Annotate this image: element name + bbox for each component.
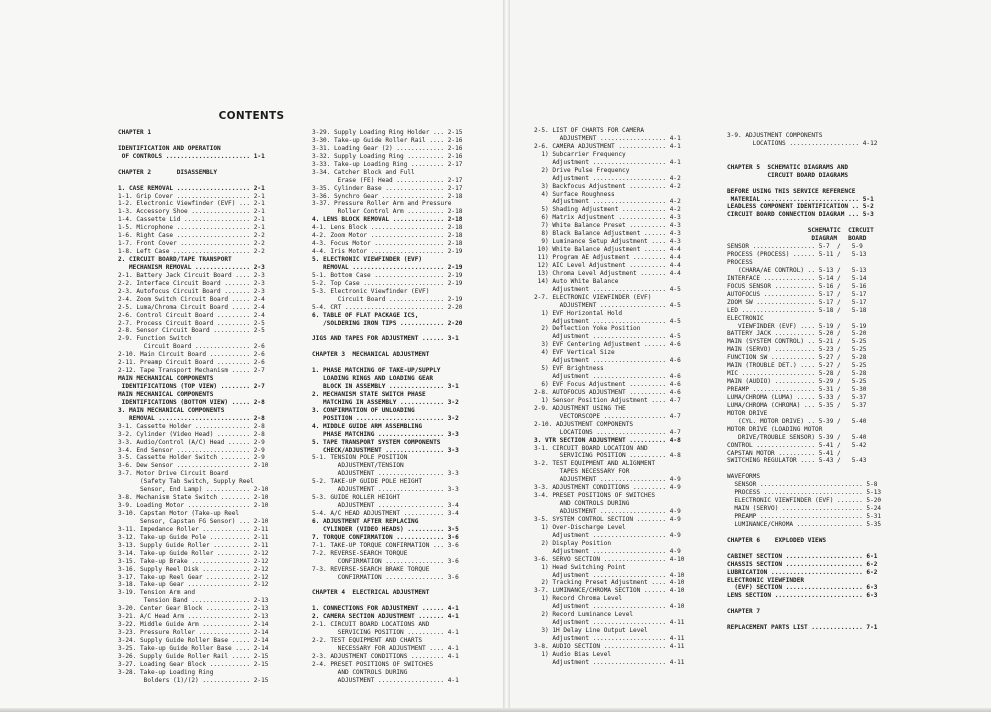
spacer: [312, 359, 462, 367]
toc-column-3: [534, 127, 684, 667]
toc-entry: ELECTRONIC VIEWFINDER (EVF) ....... 5-20: [727, 497, 882, 505]
toc-entry: SENSOR ............................ 5-8: [727, 481, 878, 489]
toc-entry: Erase (FE) Head ............. 2-17: [312, 176, 463, 184]
toc-entry: PROCESS (PROCESS) ...... 5-11 / 5-13: [727, 251, 867, 259]
toc-entry: Adjustment .................... 4-9: [534, 531, 681, 539]
toc-entry: 3-1. CIRCUIT BOARD LOCATION AND: [534, 444, 648, 452]
toc-entry: 2-8. AUTOFOCUS ADJUSTMENT .......... 4-6: [534, 388, 681, 396]
toc-heading: CYLINDER (VIDEO HEADS) .......... 3-5: [312, 525, 459, 533]
toc-entry: 14) Auto White Balance: [534, 277, 619, 285]
toc-heading: MATERIAL .......................... 5-1: [727, 195, 874, 203]
toc-heading: MAIN MECHANICAL COMPONENTS: [118, 390, 214, 398]
toc-entry: 1-7. Front Cover ................... 2-2: [118, 240, 265, 248]
toc-heading: IDENTIFICATION AND OPERATION: [118, 144, 221, 152]
toc-entry: SERVICING POSITION .......... 4-8: [534, 452, 681, 460]
toc-entry: 2-7. ELECTRONIC VIEWFINDER (EVF): [534, 293, 652, 301]
toc-entry: 2) Tracking Preset Adjustment .... 4-10: [534, 579, 685, 587]
toc-entry: 3-4. End Sensor .................... 2-9: [118, 446, 265, 454]
toc-entry: 3-2. Cylinder (Video Head) ......... 2-8: [118, 430, 265, 438]
toc-entry: ADJUSTMENT .................. 4-5: [534, 301, 681, 309]
toc-entry: 3-5. SYSTEM CONTROL SECTION ........ 4-9: [534, 515, 681, 523]
toc-entry: 3-25. Take-up Guide Roller Base .... 2-14: [118, 644, 269, 652]
toc-heading: CIRCUIT BOARD CONNECTION DIAGRAM ... 5-3: [727, 211, 874, 219]
toc-entry: AUTOFOCUS .............. 5-17 / 5-17: [727, 290, 867, 298]
toc-heading: CHAPTER 3 MECHANICAL ADJUSTMENT: [312, 351, 430, 359]
toc-entry: 3-29. Supply Loading Ring Holder ... 2-15: [312, 129, 463, 136]
spacer: [312, 581, 462, 589]
toc-heading: IDENTIFICATIONS (BOTTOM VIEW) ..... 2-8: [118, 398, 265, 406]
toc-heading: CHAPTER 5 SCHEMATIC DIAGRAMS AND: [727, 163, 849, 171]
toc-entry: 2-4. Zoom Switch Circuit Board ..... 2-4: [118, 295, 265, 303]
toc-heading: 1. CASE REMOVAL .................... 2-1: [118, 184, 265, 192]
toc-heading: 1. PHASE MATCHING OF TAKE-UP/SUPPLY: [312, 367, 441, 375]
toc-heading: 1. CONNECTIONS FOR ADJUSTMENT ...... 4-1: [312, 605, 459, 613]
toc-entry: 7-3. REVERSE-SEARCH BRAKE TORQUE: [312, 565, 430, 573]
toc-entry: 6) Matrix Adjustment ............. 4-3: [534, 214, 681, 222]
toc-heading: 5. TAPE TRANSPORT SYSTEM COMPONENTS: [312, 438, 441, 446]
toc-heading: CHASSIS SECTION ..................... 6-2: [727, 560, 878, 568]
toc-entry: MAIN (TROUBLE DET.) .... 5-27 / 5-25: [727, 362, 867, 370]
toc-heading: 4. LENS BLOCK REMOVAL .............. 2-18: [312, 216, 463, 224]
toc-entry: LUMINANCE/CHROMA .................. 5-35: [727, 520, 882, 528]
toc-entry: 2-2. TEST EQUIPMENT AND CHARTS: [312, 637, 423, 644]
spacer: [727, 616, 881, 624]
toc-entry: 7) White Balance Preset .......... 4-3: [534, 222, 681, 230]
toc-entry: SENSOR ................. 5-7 / 5-9: [727, 243, 863, 251]
toc-entry: 2-2. Interface Circuit Board ....... 2-3: [118, 279, 265, 287]
spacer: [727, 529, 881, 537]
toc-entry: 1-8. Left Case ..................... 2-2: [118, 248, 265, 256]
toc-entry: ADJUSTMENT .................. 4-9: [534, 476, 681, 484]
toc-entry: 1-5. Microphone .................... 2-1: [118, 224, 265, 232]
toc-heading: 6. ADJUSTMENT AFTER REPLACING: [312, 517, 419, 525]
toc-entry: 3-8. AUDIO SECTION ................. 4-11: [534, 642, 685, 650]
toc-entry: ADJUSTMENT/TENSION: [312, 462, 404, 470]
toc-entry: Sensor, End Lamp) ............ 2-10: [118, 486, 269, 494]
toc-heading: 4. MIDDLE GUIDE ARM ASSEMBLING: [312, 422, 423, 430]
toc-entry: 3-3. ADJUSTMENT CONDITIONS ......... 4-9: [534, 484, 681, 492]
toc-entry: 3-8. Mechanism State Switch ........ 2-10: [118, 494, 269, 502]
toc-heading: CHAPTER 1: [118, 129, 152, 136]
toc-entry: 2-10. Main Circuit Board ........... 2-6: [118, 351, 265, 359]
toc-entry: 3-4. PRESET POSITIONS OF SWITCHES: [534, 492, 656, 500]
toc-heading: SCHEMATIC CIRCUIT: [727, 227, 874, 235]
toc-entry: 2) Drive Pulse Frequency: [534, 166, 630, 174]
spacer: [312, 597, 462, 605]
toc-entry: CONTROL ................ 5-41 / 5-42: [727, 441, 867, 449]
toc-heading: CHAPTER 4 ELECTRICAL ADJUSTMENT: [312, 589, 430, 597]
toc-entry: PROCESS: [727, 259, 753, 266]
toc-heading: LOADING RINGS AND LOADING GEAR: [312, 375, 434, 383]
toc-entry: 3-2. TEST EQUIPMENT AND ALIGNMENT: [534, 460, 656, 468]
toc-entry: 3-6. Dew Sensor .................... 2-10: [118, 462, 269, 470]
toc-entry: Bolders (1)/(2) ............. 2-15: [118, 676, 269, 684]
toc-heading: LUBRICATION ......................... 6-2: [727, 568, 878, 576]
toc-entry: 3-9. ADJUSTMENT COMPONENTS: [727, 132, 823, 139]
toc-entry: 3-3. Audio/Control (A/C) Head ...... 2-9: [118, 438, 265, 446]
toc-entry: 8) Black Balance Adjustment ...... 4-3: [534, 230, 681, 238]
toc-entry: INTERFACE .............. 5-14 / 5-14: [727, 274, 867, 282]
spacer: [727, 600, 881, 608]
spacer: [118, 161, 268, 169]
toc-entry: 3-26. Supply Guide Roller Rail ..... 2-15: [118, 652, 269, 660]
toc-entry: (CYL. MOTOR DRIVE) .. 5-39 / 5-40: [727, 417, 867, 425]
toc-entry: 5-3. GUIDE ROLLER HEIGHT: [312, 494, 401, 502]
toc-entry: 5-4. CRT ........................... 2-20: [312, 303, 463, 311]
toc-entry: Adjustment .................... 4-2: [534, 174, 681, 182]
toc-heading: PHASE MATCHING .................. 3-3: [312, 430, 459, 438]
toc-entry: 5-3. Electronic Viewfinder (EVF): [312, 287, 430, 295]
toc-heading: REMOVAL ......................... 2-8: [118, 414, 265, 422]
toc-entry: 3) Backfocus Adjustment .......... 4-2: [534, 182, 681, 190]
toc-entry: LOCATIONS ................... 4-12: [727, 139, 878, 147]
toc-heading: ELECTRONIC VIEWFINDER: [727, 576, 805, 584]
toc-entry: MAIN (AUDIO) ........... 5-29 / 5-25: [727, 378, 867, 386]
toc-entry: 10) White Balance Adjustment ...... 4-4: [534, 246, 681, 254]
toc-entry: Adjustment .................... 4-6: [534, 373, 681, 381]
toc-entry: ADJUSTMENT .................. 3-4: [312, 502, 459, 510]
toc-entry: 1-2. Electronic Viewfinder (EVF) ... 2-1: [118, 200, 265, 208]
toc-entry: 3) 1H Delay Line Output Level: [534, 627, 648, 635]
toc-heading: REMOVAL ......................... 2-19: [312, 263, 463, 271]
toc-entry: Adjustment .................... 4-10: [534, 571, 685, 579]
toc-entry: VIEWFINDER (EVF) .... 5-19 / 5-19: [727, 322, 867, 330]
toc-entry: LOCATIONS ................... 4-7: [534, 428, 681, 436]
toc-entry: SERVICING POSITION .......... 4-1: [312, 629, 459, 637]
toc-entry: FUNCTION SW ............ 5-27 / 5-28: [727, 354, 867, 362]
toc-entry: 3-35. Cylinder Base ................ 2-17: [312, 184, 463, 192]
spacer: [727, 148, 881, 156]
toc-heading: IDENTIFICATIONS (TOP VIEW) ........ 2-7: [118, 383, 265, 390]
toc-entry: 1) Audio Bias Level: [534, 650, 612, 658]
toc-entry: 2-10. ADJUSTMENT COMPONENTS: [534, 420, 634, 428]
toc-heading: CABINET SECTION ..................... 6-1: [727, 552, 878, 560]
toc-entry: Adjustment .................... 4-1: [534, 158, 681, 166]
toc-entry: 1) Record Chroma Level: [534, 595, 623, 603]
toc-entry: 3-23. Pressure Roller .............. 2-14: [118, 629, 269, 637]
toc-column-2: [312, 129, 462, 685]
toc-entry: 1) Head Switching Point: [534, 563, 626, 571]
toc-entry: 2-3. Autofocus Circuit Board ....... 2-3: [118, 287, 265, 295]
toc-entry: (CHARA/AE CONTROL) .. 5-13 / 5-13: [727, 266, 867, 274]
toc-entry: 3-16. Supply Reel Disk ............. 2-12: [118, 565, 269, 573]
toc-entry: 11) Program AE Adjustment ......... 4-4: [534, 254, 681, 261]
toc-entry: 2-5. Luma/Chroma Circuit Board ..... 2-4: [118, 303, 265, 311]
right-page: [510, 0, 991, 712]
toc-entry: AND CONTROLS DURING: [312, 668, 408, 676]
spacer: [727, 465, 881, 473]
toc-entry: FOCUS SENSOR ........... 5-16 / 5-16: [727, 282, 867, 290]
toc-entry: 1-4. Cassette Lid .................. 2-1: [118, 216, 265, 224]
toc-heading: 3. MAIN MECHANICAL COMPONENTS: [118, 406, 225, 414]
toc-entry: 7-1. TAKE-UP TORQUE CONFIRMATION ... 3-6: [312, 541, 459, 549]
toc-entry: 3-7. LUMINANCE/CHROMA SECTION ...... 4-10: [534, 587, 685, 595]
toc-entry: 3-17. Take-up Reel Gear ............ 2-12: [118, 573, 269, 581]
toc-entry: Circuit Board ............... 2-19: [312, 295, 463, 303]
toc-entry: ADJUSTMENT .................. 3-3: [312, 470, 459, 478]
toc-entry: 5-1. TENSION POLE POSITION: [312, 454, 408, 462]
toc-entry: 3-1. Cassette Holder ............... 2-8: [118, 422, 265, 430]
toc-entry: BATTERY JACK ........... 5-20 / 5-20: [727, 330, 867, 338]
toc-entry: 3-6. SERVO SECTION ................. 4-10: [534, 555, 685, 563]
toc-entry: 1) Sensor Position Adjustment .... 4-7: [534, 396, 681, 404]
toc-heading: BEFORE USING THIS SERVICE REFERENCE: [727, 187, 856, 195]
toc-entry: 5) Shading Adjustment ............ 4-2: [534, 206, 681, 214]
toc-entry: MAIN (SERVO) ........... 5-23 / 5-25: [727, 346, 867, 354]
toc-entry: 3-33. Take-up Loading Ring ......... 2-17: [312, 160, 463, 168]
spacer: [118, 137, 268, 145]
toc-heading: MATCHING IN ASSEMBLY ............ 3-2: [312, 398, 459, 406]
spacer: [727, 219, 881, 227]
toc-entry: 2-9. ADJUSTMENT USING THE: [534, 404, 626, 412]
toc-entry: PREAMP ............................ 5-31: [727, 513, 882, 520]
toc-heading: 5. ELECTRONIC VIEWFINDER (EVF): [312, 256, 423, 263]
toc-entry: SWITCHING REGULATOR .... 5-43 / 5-43: [727, 457, 867, 465]
toc-entry: ADJUSTMENT .................. 4-1: [534, 134, 681, 142]
toc-entry: 2-11. Preamp Circuit Board ......... 2-6: [118, 359, 265, 367]
toc-entry: ELECTRONIC: [727, 314, 764, 322]
toc-entry: 3-7. Motor Drive Circuit Board: [118, 470, 229, 478]
toc-entry: ADJUSTMENT .................. 3-3: [312, 486, 459, 494]
toc-entry: MOTOR DRIVE (LOADING MOTOR: [727, 425, 823, 433]
toc-entry: Adjustment .................... 4-11: [534, 658, 685, 666]
toc-entry: MAIN (SERVO) ...................... 5-24: [727, 505, 882, 513]
toc-entry: Adjustment .................... 4-11: [534, 635, 685, 642]
toc-entry: Circuit Board ............... 2-6: [118, 343, 265, 351]
toc-entry: VECTORSCOPE ................. 4-7: [534, 412, 681, 420]
toc-entry: Adjustment .................... 4-6: [534, 357, 681, 365]
spacer: [727, 180, 881, 188]
toc-entry: 2-1. CIRCUIT BOARD LOCATIONS AND: [312, 621, 430, 629]
toc-heading: REPLACEMENT PARTS LIST .............. 7-1: [727, 624, 878, 632]
toc-entry: 2-12. Tape Transport Mechanism ..... 2-7: [118, 367, 265, 375]
toc-entry: 5-2. Top Case ...................... 2-19: [312, 279, 463, 287]
toc-entry: ADJUSTMENT .................. 4-1: [312, 676, 459, 684]
toc-heading: CHAPTER 2 DISASSEMBLY: [118, 168, 218, 176]
toc-column-4: [727, 132, 881, 632]
toc-entry: 4-3. Focus Motor ................... 2-18: [312, 240, 463, 248]
toc-entry: CAPSTAN MOTOR .......... 5-41 /: [727, 449, 841, 457]
toc-entry: NECESSARY FOR ADJUSTMENT .... 4-1: [312, 644, 459, 652]
toc-entry: 3) EVF Centering Adjustment ...... 4-6: [534, 341, 681, 349]
toc-entry: Adjustment .................... 4-11: [534, 619, 685, 627]
toc-entry: 2-6. Control Circuit Board ......... 2-4: [118, 311, 265, 319]
toc-entry: (Safety Tab Switch, Supply Reel: [118, 478, 254, 486]
toc-entry: CONFIRMATION ................ 3-6: [312, 557, 459, 565]
toc-entry: 3-37. Pressure Roller Arm and Pressure: [312, 200, 452, 208]
toc-entry: 4) EVF Vertical Size: [534, 349, 615, 357]
toc-entry: 1) Over-Discharge Level: [534, 523, 626, 531]
toc-heading: 2. MECHANISM STATE SWITCH PHASE: [312, 390, 426, 398]
toc-entry: Sensor, Capstan FG Sensor) ... 2-10: [118, 517, 269, 525]
toc-entry: 7-2. REVERSE-SEARCH TORQUE: [312, 549, 408, 557]
page-bottom-edge: [0, 708, 991, 712]
toc-entry: 2) Deflection Yoke Position: [534, 325, 641, 333]
toc-entry: MAIN (SYSTEM CONTROL) .. 5-21 / 5-25: [727, 338, 867, 346]
toc-entry: MIC .................... 5-28 / 5-28: [727, 370, 867, 378]
toc-heading: MECHANISM REMOVAL ............... 2-3: [118, 263, 265, 271]
toc-heading: BLOCK IN ASSEMBLY ............... 3-1: [312, 383, 459, 390]
toc-entry: AND CONTROLS DURING: [534, 500, 630, 508]
toc-entry: Adjustment .................... 4-9: [534, 547, 681, 555]
toc-entry: 4-1. Lens Block .................... 2-18: [312, 224, 463, 232]
toc-entry: 2) Record Luminance Level: [534, 611, 634, 619]
toc-entry: 2-1. Battery Jack Circuit Board .... 2-3: [118, 271, 265, 279]
toc-entry: Roller Control Arm .......... 2-18: [312, 208, 463, 216]
toc-entry: 5) EVF Brightness: [534, 365, 604, 373]
toc-entry: 3-28. Take-up Loading Ring: [118, 668, 214, 676]
toc-heading: LENS SECTION ........................ 6-3: [727, 592, 878, 600]
toc-entry: 3-11. Impedance Roller ............. 2-11: [118, 525, 269, 533]
toc-entry: 9) Luminance Setup Adjustment .... 4-3: [534, 238, 681, 246]
toc-entry: CONFIRMATION ................ 3-6: [312, 573, 459, 581]
toc-entry: 1-6. Right Case .................... 2-2: [118, 232, 265, 240]
toc-entry: 3-12. Take-up Guide Pole ........... 2-11: [118, 533, 269, 541]
toc-entry: 2-5. LIST OF CHARTS FOR CAMERA: [534, 127, 645, 134]
toc-entry: 12) AIC Level Adjustment .......... 4-4: [534, 261, 681, 269]
toc-entry: 3-20. Center Gear Block ............ 2-13: [118, 605, 269, 613]
spacer: [312, 343, 462, 351]
toc-entry: 1-3. Accessory Shoe ................ 2-1: [118, 208, 265, 216]
toc-entry: 2-9. Function Switch: [118, 335, 192, 343]
toc-heading: OF CONTROLS ....................... 1-1: [118, 152, 265, 160]
toc-entry: 3-15. Take-up Brake ................ 2-12: [118, 557, 269, 565]
toc-entry: Adjustment .................... 4-5: [534, 285, 681, 293]
toc-heading: CIRCUIT BOARD DIAGRAMS: [727, 171, 849, 179]
toc-entry: 3-21. A/C Head Arm ................. 2-13: [118, 613, 269, 621]
toc-entry: 3-24. Supply Guide Roller Base ..... 2-14: [118, 637, 269, 644]
toc-entry: 5-1. Bottom Case ................... 2-19: [312, 271, 463, 279]
toc-heading: JIGS AND TAPES FOR ADJUSTMENT ...... 3-1: [312, 335, 459, 343]
toc-heading: /SOLDERING IRON TIPS ............ 2-20: [312, 319, 463, 327]
toc-heading: (EVF) SECTION ..................... 6-3: [727, 584, 878, 592]
toc-heading: 6. TABLE OF FLAT PACKAGE ICS,: [312, 311, 419, 319]
toc-entry: 2) Display Position: [534, 539, 612, 547]
toc-entry: 2-3. ADJUSTMENT CONDITIONS ......... 4-1: [312, 652, 459, 660]
toc-entry: Adjustment .................... 4-10: [534, 603, 685, 611]
toc-entry: Adjustment .................... 4-5: [534, 333, 681, 341]
toc-heading: CHAPTER 7: [727, 608, 761, 616]
toc-entry: 3-30. Take-up Guide Roller Rail .... 2-16: [312, 136, 463, 144]
toc-entry: 3-18. Take-up Gear ................. 2-12: [118, 581, 269, 589]
spacer: [118, 177, 268, 185]
toc-entry: 1) EVF Horizontal Hold: [534, 309, 623, 317]
toc-entry: LED .................... 5-18 / 5-18: [727, 306, 867, 314]
toc-heading: MAIN MECHANICAL COMPONENTS: [118, 375, 214, 383]
toc-entry: 5-4. A/C HEAD ADJUSTMENT ........... 3-4: [312, 510, 459, 517]
toc-heading: LEADLESS COMPONENT IDENTIFICATION .. 5-2: [727, 203, 874, 211]
toc-entry: 3-9. Loading Motor ................. 2-10: [118, 502, 269, 510]
toc-entry: PREAMP ................. 5-31 / 5-30: [727, 386, 867, 393]
toc-entry: 3-36. Synchro Gear ................. 2-18: [312, 192, 463, 200]
toc-column-1: [118, 129, 268, 685]
spacer: [727, 156, 881, 164]
toc-entry: 3-31. Loading Gear (2) ............. 2-16: [312, 144, 463, 152]
book-gutter: [503, 0, 510, 712]
toc-entry: 3-34. Catcher Block and Full: [312, 168, 415, 176]
toc-entry: ZOOM SW ................ 5-17 / 5-17: [727, 298, 867, 306]
toc-entry: 2-8. Sensor Circuit Board .......... 2-5: [118, 327, 265, 335]
toc-entry: ADJUSTMENT .................. 4-9: [534, 508, 681, 515]
toc-entry: 3-13. Supply Guide Roller .......... 2-11: [118, 541, 269, 549]
toc-entry: 3-32. Supply Loading Ring .......... 2-16: [312, 152, 463, 160]
toc-heading: 3. VTR SECTION ADJUSTMENT .......... 4-8: [534, 436, 681, 444]
toc-entry: 2-7. Process Circuit Board ......... 2-5: [118, 319, 265, 327]
toc-entry: TAPES NECESSARY FOR: [534, 468, 630, 476]
toc-entry: 5-2. TAKE-UP GUIDE POLE HEIGHT: [312, 478, 423, 486]
toc-entry: 3-10. Capstan Motor (Take-up Reel: [118, 510, 240, 517]
toc-entry: Adjustment .................... 4-5: [534, 317, 681, 325]
toc-heading: CHECK/ADJUSTMENT ................ 3-3: [312, 446, 459, 454]
toc-entry: LUMA/CHROMA (CHROMA) ... 5-35 / 5-37: [727, 401, 867, 409]
toc-entry: 3-27. Loading Gear Block ........... 2-15: [118, 660, 269, 668]
spacer: [312, 327, 462, 335]
toc-entry: DRIVE/TROUBLE SENSOR) 5-39 / 5-40: [727, 433, 867, 441]
toc-entry: 1) Subcarrier Frequency: [534, 150, 626, 158]
toc-entry: 3-22. Middle Guide Arm ............. 2-14: [118, 621, 269, 629]
toc-heading: 2. CAMERA SECTION ADJUSTMENT ....... 4-1: [312, 613, 459, 621]
toc-entry: 6) EVF Focus Adjustment .......... 4-6: [534, 381, 681, 388]
toc-heading: POSITION ........................ 3-2: [312, 414, 459, 422]
toc-entry: MOTOR DRIVE: [727, 409, 768, 417]
toc-entry: 4-4. Iris Motor .................... 2-19: [312, 248, 463, 256]
toc-entry: 3-19. Tension Arm and: [118, 589, 196, 597]
toc-entry: Adjustment .................... 4-2: [534, 198, 681, 206]
toc-heading: DIAGRAM BOARD: [727, 235, 867, 243]
toc-entry: 1-1. Grip Cover .................... 2-1: [118, 192, 265, 200]
toc-heading: 7. TORQUE CONFIRMATION ............. 3-6: [312, 533, 459, 541]
page-title: CONTENTS: [218, 110, 285, 122]
toc-entry: 2-6. CAMERA ADJUSTMENT ............. 4-1: [534, 142, 681, 150]
toc-entry: PROCESS ........................... 5-13: [727, 489, 882, 497]
toc-heading: 3. CONFIRMATION OF UNLOADING: [312, 406, 415, 414]
toc-entry: 4) Surface Roughness: [534, 190, 615, 198]
toc-entry: 3-5. Cassette Holder Switch ........ 2-9: [118, 454, 265, 462]
toc-entry: Tension Band ................ 2-13: [118, 597, 269, 605]
toc-heading: CHAPTER 6 EXPLODED VIEWS: [727, 536, 827, 544]
toc-entry: 2-4. PRESET POSITIONS OF SWITCHES: [312, 660, 434, 668]
spacer: [727, 545, 881, 553]
toc-entry: 3-14. Take-up Guide Roller ......... 2-12: [118, 549, 269, 557]
toc-entry: 4-2. Zoom Motor .................... 2-18: [312, 232, 463, 240]
toc-heading: 2. CIRCUIT BOARD/TAPE TRANSPORT: [118, 256, 232, 263]
toc-entry: LUMA/CHROMA (LUMA) ..... 5-33 / 5-37: [727, 393, 867, 401]
toc-entry: WAVEFORMS: [727, 473, 761, 481]
toc-entry: 13) Chroma Level Adjustment ....... 4-4: [534, 269, 681, 277]
